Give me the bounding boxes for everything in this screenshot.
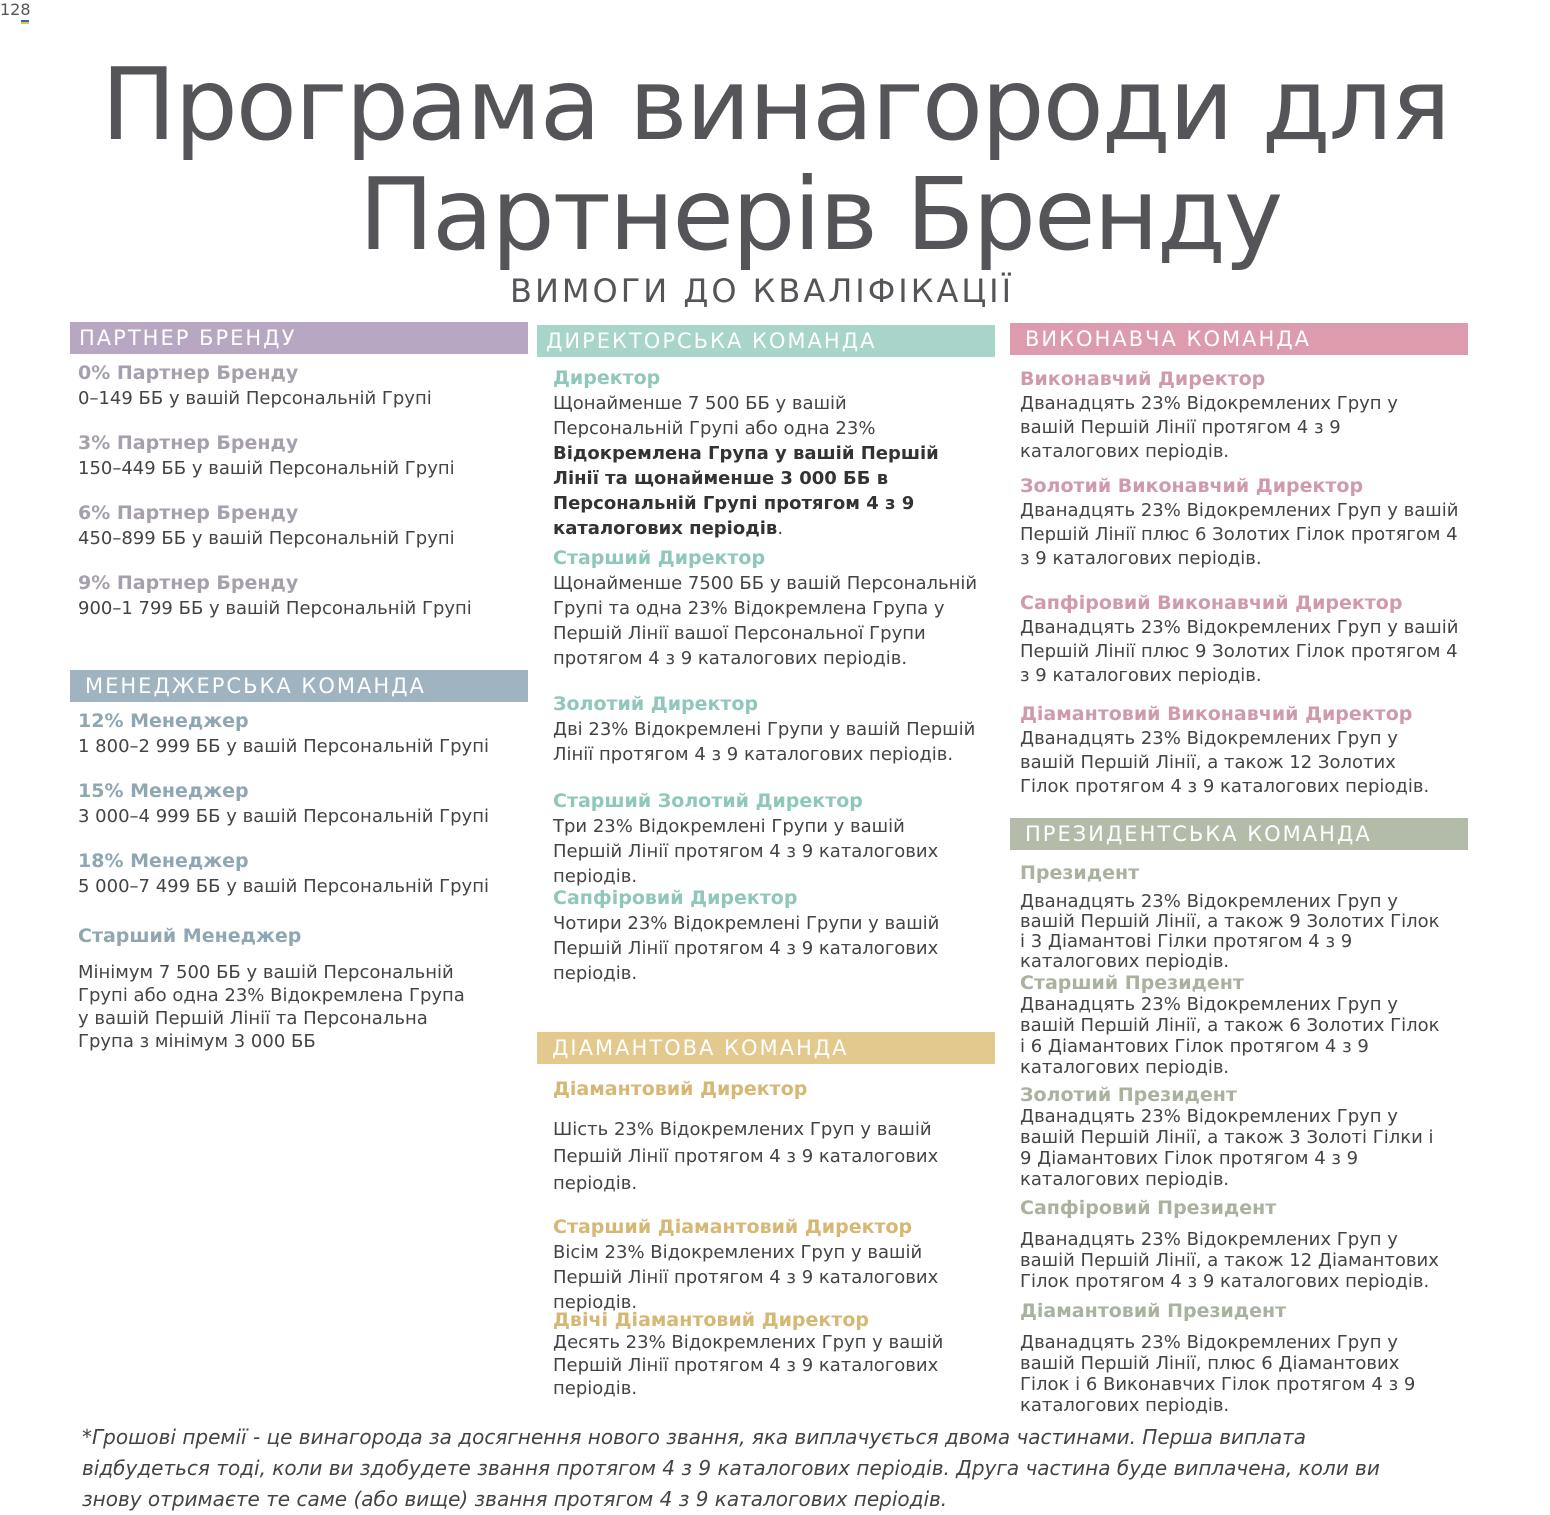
list-item [1020,1298,1440,1416]
list-item [553,1076,953,1197]
page-title [0,46,1550,273]
list-item [1020,1195,1440,1292]
list-item [1020,366,1450,464]
list-item [78,360,528,411]
flag-icon [21,20,29,24]
list-item [553,545,978,671]
rank-title: Старший Директор [553,547,766,569]
list-item [553,1309,953,1400]
rank-requirement: Чотири 23% Відокремлені Групи у вашій Першій Лінії протягом 4 з 9 каталогових періодів. [553,913,940,984]
rank-requirement: 5 000–7 499 ББ у вашій Персональній Групі [78,876,489,897]
rank-requirement [553,391,978,541]
section-heading: ПАРТНЕР БРЕНДУ [70,322,528,354]
rank-requirement: 3 000–4 999 ББ у вашій Персональній Групі [78,806,489,827]
rank-title: 3% Партнер Бренду [78,432,299,454]
section-director [537,325,995,1005]
rank-title: Сапфіровий Виконавчий Директор [1020,592,1403,614]
rank-requirement: Три 23% Відокремлені Групи у вашій Першій Лінії протягом 4 з 9 каталогових періодів. [553,816,939,887]
rank-requirement: Дванадцять 23% Відокремлених Груп у вашій Першій Лінії, а також 12 Діамантових Гілок протягом 4 з 9 каталогових періодів. [1020,1229,1439,1292]
rank-requirement: Дванадцять 23% Відокремлених Груп у вашій Першій Лінії, а також 12 Золотих Гілок протягом 4 з 9 каталогових періодів. [1020,728,1430,797]
rank-requirement: Дванадцять 23% Відокремлених Груп у вашій Першій Лінії плюс 6 Золотих Гілок протягом 4 з 9 каталогових періодів. [1020,500,1459,569]
rank-requirement: 1 800–2 999 ББ у вашій Персональній Групі [78,736,489,757]
requirement-end: . [777,518,784,539]
rank-title: Двічі Діамантовий Директор [553,1309,869,1331]
list-item [78,708,528,759]
rank-title: Старший Менеджер [78,925,302,947]
rank-title: Старший Діамантовий Директор [553,1216,913,1238]
rank-title: Сапфіровий Президент [1020,1197,1277,1219]
rank-title: 0% Партнер Бренду [78,362,299,384]
title-line-2: Партнерів Бренду [358,156,1282,273]
section-heading: ПРЕЗИДЕНТСЬКА КОМАНДА [1010,818,1468,850]
list-item [78,500,528,551]
section-president [1010,818,1468,1418]
list-item [78,430,528,481]
rank-title: Діамантовий Директор [553,1078,808,1100]
rank-title: 18% Менеджер [78,850,249,872]
rank-title: Виконавчий Директор [1020,368,1266,390]
footnote: *Грошові премії - це винагорода за досягнення нового звання, яка виплачується двома частинами. Перша виплата відбудеться тоді, коли ви здобудете звання протягом 4 з 9 каталогових періодів. Друга частина буде виплачена, коли ви знову отримаєте те саме (або вище) звання протягом 4 з 9 каталогових періодів. [82,1425,1380,1511]
list-item [1020,972,1440,1078]
rank-requirement: Мінімум 7 500 ББ у вашій Персональній Групі або одна 23% Відокремлена Група у вашій Першій Лінії та Персональна Група з мінімум 3 000 ББ [78,962,465,1052]
rank-title: 9% Партнер Бренду [78,572,299,594]
section-heading: ВИКОНАВЧА КОМАНДА [1010,323,1468,355]
list-item [1020,473,1460,571]
rank-requirement: Вісім 23% Відокремлених Груп у вашій Першій Лінії протягом 4 з 9 каталогових періодів. [553,1242,939,1313]
list-item [553,885,953,986]
section-partner [70,322,528,622]
section-heading: ДІАМАНТОВА КОМАНДА [537,1032,995,1064]
section-executive [1010,323,1468,803]
section-heading: ДИРЕКТОРСЬКА КОМАНДА [537,325,995,357]
rank-title: Золотий Директор [553,693,759,715]
rank-requirement: Дванадцять 23% Відокремлених Груп у вашій Першій Лінії протягом 4 з 9 каталогових періодів. [1020,393,1398,462]
list-item [553,788,978,889]
page-subtitle: ВИМОГИ ДО КВАЛІФІКАЦІЇ [510,272,1015,310]
list-item [553,691,978,767]
rank-requirement: Шість 23% Відокремлених Груп у вашій Першій Лінії протягом 4 з 9 каталогових періодів. [553,1119,939,1194]
section-heading: МЕНЕДЖЕРСЬКА КОМАНДА [70,670,528,702]
rank-title: 6% Партнер Бренду [78,502,299,524]
section-manager [70,670,528,1070]
rank-title: Діамантовий Виконавчий Директор [1020,703,1413,725]
rank-title: Президент [1020,862,1140,884]
rank-title: Золотий Президент [1020,1084,1237,1106]
rank-title: Діамантовий Президент [1020,1300,1287,1322]
list-item [78,848,528,899]
section-diamond [537,1032,995,1412]
list-item [78,923,478,1053]
list-item [78,778,528,829]
rank-requirement: 900–1 799 ББ у вашій Персональній Групі [78,598,472,619]
rank-requirement: Десять 23% Відокремлених Груп у вашій Першій Лінії протягом 4 з 9 каталогових періодів. [553,1332,944,1399]
list-item [1020,590,1460,688]
list-item [553,1214,983,1315]
list-item [553,365,978,541]
title-line-1: Програма винагороди для [101,46,1449,163]
page-number: 128 [0,0,31,19]
list-item [78,570,528,621]
requirement-bold: Відокремлена Група у вашій Першій Лінії та щонайменше 3 000 ББ в Персональній Групі протягом 4 з 9 каталогових періодів [553,443,939,539]
rank-title: Золотий Виконавчий Директор [1020,475,1364,497]
rank-requirement: Дванадцять 23% Відокремлених Груп у вашій Першій Лінії, а також 9 Золотих Гілок і 3 Діамантові Гілки протягом 4 з 9 каталогових періодів. [1020,891,1440,972]
rank-requirement: 0–149 ББ у вашій Персональній Групі [78,388,432,409]
rank-requirement: Дванадцять 23% Відокремлених Груп у вашій Першій Лінії плюс 9 Золотих Гілок протягом 4 з 9 каталогових періодів. [1020,617,1459,686]
rank-requirement: Щонайменше 7500 ББ у вашій Персональній Групі та одна 23% Відокремлена Група у Першій Лінії вашої Персональної Групи протягом 4 з 9 каталогових періодів. [553,573,978,669]
rank-requirement: Дванадцять 23% Відокремлених Груп у вашій Першій Лінії, а також 3 Золоті Гілки і 9 Діамантових Гілок протягом 4 з 9 каталогових періодів. [1020,1106,1434,1190]
rank-requirement: Дві 23% Відокремлені Групи у вашій Першій Лінії протягом 4 з 9 каталогових періодів. [553,719,976,765]
list-item [1020,701,1440,799]
rank-requirement: 450–899 ББ у вашій Персональній Групі [78,528,455,549]
rank-title: 12% Менеджер [78,710,249,732]
list-item [1020,860,1440,972]
rank-requirement: 150–449 ББ у вашій Персональній Групі [78,458,455,479]
rank-title: Старший Золотий Директор [553,790,863,812]
rank-title: Директор [553,367,661,389]
rank-title: Сапфіровий Директор [553,887,798,909]
requirement-text: Щонайменше 7 500 ББ у вашій Персональній Групі або одна 23% [553,393,876,439]
list-item [1020,1084,1440,1190]
rank-title: 15% Менеджер [78,780,249,802]
rank-title: Старший Президент [1020,972,1244,994]
rank-requirement: Дванадцять 23% Відокремлених Груп у вашій Першій Лінії, а також 6 Золотих Гілок і 6 Діамантових Гілок протягом 4 з 9 каталогових періодів. [1020,994,1440,1078]
rank-requirement: Дванадцять 23% Відокремлених Груп у вашій Першій Лінії, плюс 6 Діамантових Гілок і 6 Виконавчих Гілок протягом 4 з 9 каталогових періодів. [1020,1332,1416,1416]
